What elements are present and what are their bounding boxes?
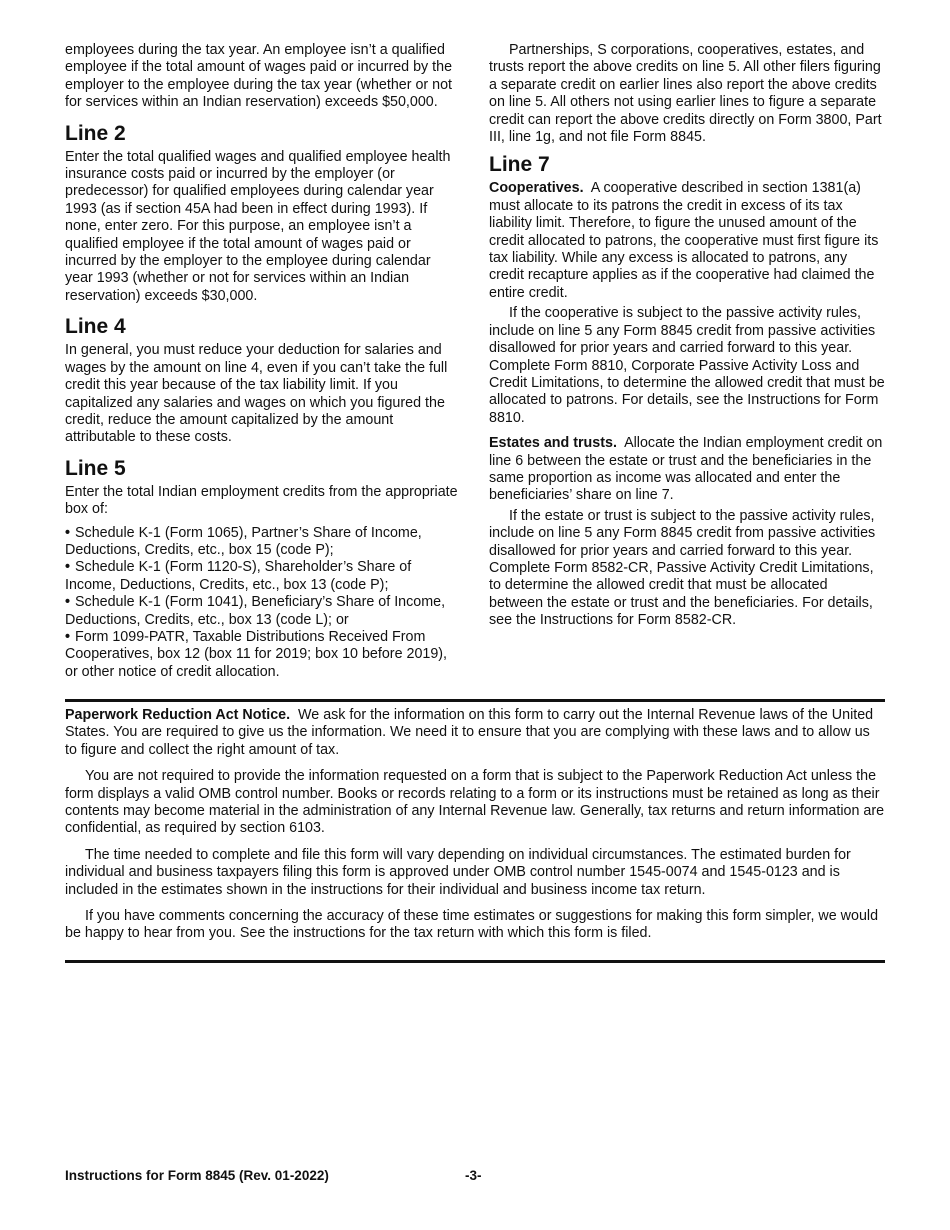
bullet-icon: • — [65, 628, 71, 645]
notice-paragraph-3: The time needed to complete and file this form will vary depending on individual circumstances. The estimated burden for individual and business taxpayers filing this form is approved under OMB control number 1545-0074 and 1545-0123 and is included in the estimates shown in the instructions for their individual and business income tax return. — [65, 846, 851, 898]
bullet-text: Schedule K-1 (Form 1041), Beneficiary’s Share of Income, Deductions, Credits, etc., box 13 (code L); or — [65, 594, 446, 628]
bullet-text: Schedule K-1 (Form 1120-S), Shareholder’s Share of Income, Deductions, Credits, etc., box 13 (code P); — [65, 559, 412, 593]
estates-text: Allocate the Indian employment credit on line 6 between the estate or trust and the beneficiaries in the same proportion as income was allocated and enter the beneficiaries’ share on line 7. — [489, 435, 883, 504]
cooperative-passive-paragraph: If the cooperative is subject to the passive activity rules, include on line 5 any Form 8845 credit from passive activities disallowed for prior years and carried forward to this year. Complete Form 8810, Corporate Passive Activity Loss and Credit Limitations, to determine the allowed credit that must be allocated to patrons. For details, see the Instructions for Form 8810. — [489, 305, 885, 426]
partnerships-paragraph: Partnerships, S corporations, cooperatives, estates, and trusts report the above credits on line 5. All other filers figuring a separate credit on earlier lines also report the above credits on line 5. All others not using earlier lines to figure a separate credit can report the above credits directly on Form 3800, Part III, line 1g, and not file Form 8845. — [489, 42, 882, 146]
line7-heading: Line 7 — [489, 153, 550, 177]
cooperatives-label: Cooperatives. — [489, 180, 584, 197]
line4-paragraph: In general, you must reduce your deduction for salaries and wages by the amount on line 4, even if you can’t take the full credit this year because of the tax liability limit. If you capitalized any salaries and wages on which you figured the credit, reduce the amount capitalized by the amount attributable to these costs. — [65, 342, 448, 446]
section-divider-bottom — [65, 960, 885, 963]
line4-heading: Line 4 — [65, 315, 126, 339]
notice-paragraph-4: If you have comments concerning the accuracy of these time estimates or suggestions for making this form simpler, we would be happy to hear from you. See the instructions for the tax return with which this form is filed. — [65, 908, 879, 942]
list-item — [65, 525, 460, 560]
line5-heading: Line 5 — [65, 456, 126, 480]
bullet-text: Schedule K-1 (Form 1065), Partner’s Share of Income, Deductions, Credits, etc., box 15 (code P); — [65, 524, 422, 558]
intro-paragraph: employees during the tax year. An employee isn’t a qualified employee if the total amount of wages paid or incurred by the employer to the employee during the tax year (whether or not for services within an Indian reservation) exceeds $50,000. — [65, 42, 453, 111]
list-item — [65, 629, 460, 681]
line2-heading: Line 2 — [65, 121, 126, 145]
notice-label: Paperwork Reduction Act Notice. — [65, 707, 291, 723]
estates-passive-paragraph: If the estate or trust is subject to the passive activity rules, include on line 5 any Form 8845 credit from passive activities disallowed for prior years and carried forward to this year. Complete Form 8582-CR, Passive Activity Credit Limitations, to determine the allowed credit that must be allocated between the estate or trust and the beneficiaries. For details, see the Instructions for Form 8582-CR. — [489, 507, 876, 629]
cooperatives-text: A cooperative described in section 1381(a) must allocate to its patrons the credit in excess of its tax liability limit. Therefore, to figure the unused amount of the credit allocated to patrons, the cooperative must first figure its tax liability. While any excess is allocated to patrons, any credit recapture applies as if the cooperative had claimed the entire credit. — [489, 180, 879, 301]
footer-page-number: -3- — [465, 1168, 482, 1183]
bullet-icon: • — [65, 559, 71, 576]
estates-paragraph — [489, 435, 885, 505]
cooperatives-paragraph — [489, 180, 885, 302]
notice-paragraph-1 — [65, 707, 885, 759]
right-column — [489, 42, 885, 630]
bullet-text: Form 1099-PATR, Taxable Distributions Received From Cooperatives, box 12 (box 11 for 2019; box 10 before 2019), or other notice of credit allocation. — [65, 628, 448, 680]
bullet-icon: • — [65, 594, 71, 611]
line2-paragraph: Enter the total qualified wages and qualified employee health insurance costs paid or incurred by the employer (or predecessor) for qualified employees during calendar year 1993 (as if section 45A had been in effect during 1993). If none, enter zero. For this purpose, an employee isn’t a qualified employee if the total amount of wages paid or incurred by the employer to the employee during calendar year 1993 (whether or not for services within an Indian reservation) exceeds $30,000. — [65, 148, 451, 304]
notice-paragraph-2: You are not required to provide the information requested on a form that is subject to the Paperwork Reduction Act unless the form displays a valid OMB control number. Books or records relating to a form or its instructions must be retained as long as their contents may become material in the administration of any Internal Revenue law. Generally, tax returns and return information are confidential, as required by section 6103. — [65, 768, 885, 837]
list-item — [65, 594, 460, 629]
line5-paragraph: Enter the total Indian employment credits from the appropriate box of: — [65, 483, 458, 518]
footer-form-title: Instructions for Form 8845 (Rev. 01-2022) — [65, 1168, 329, 1183]
notice-text-1: We ask for the information on this form to carry out the Internal Revenue laws of the United States. You are required to give us the information. We need it to ensure that you are complying with these laws and to allow us to figure and collect the right amount of tax. — [65, 707, 874, 758]
list-item — [65, 559, 460, 594]
paperwork-notice — [65, 707, 885, 943]
bullet-icon: • — [65, 524, 71, 541]
line5-bullet-list — [65, 525, 460, 682]
section-divider-top — [65, 699, 885, 702]
estates-label: Estates and trusts. — [489, 435, 617, 452]
left-column — [65, 42, 460, 681]
